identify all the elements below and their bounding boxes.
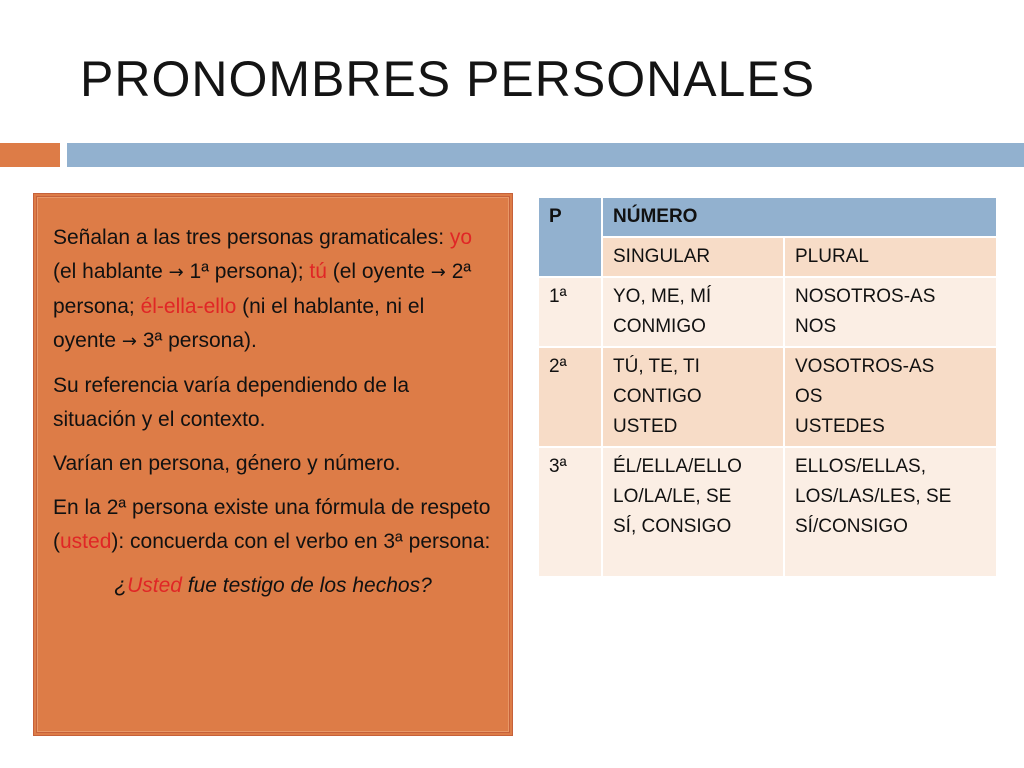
highlight-usted: usted — [60, 530, 112, 553]
arrow-icon: → — [121, 331, 137, 352]
plural-cell: VOSOTROS-AS OS USTEDES — [785, 348, 996, 446]
slide-title: PRONOMBRES PERSONALES — [80, 51, 816, 107]
highlight-usted-example: Usted — [127, 574, 182, 597]
paragraph-variation: Varían en persona, género y número. — [53, 452, 401, 475]
singular-cell: YO, ME, MÍ CONMIGO — [603, 278, 783, 346]
highlight-el: él-ella-ello — [140, 295, 237, 318]
header-singular: SINGULAR — [603, 238, 783, 276]
header-plural: PLURAL — [785, 238, 996, 276]
highlight-yo: yo — [449, 226, 473, 249]
person-cell: 2ª — [539, 348, 601, 446]
plural-cell: NOSOTROS-AS NOS — [785, 278, 996, 346]
highlight-tu: tú — [309, 260, 327, 283]
header-person: P — [539, 198, 601, 276]
explanation-box — [33, 193, 513, 736]
singular-cell: TÚ, TE, TI CONTIGO USTED — [603, 348, 783, 446]
person-cell: 3ª — [539, 448, 601, 576]
example-sentence: ¿Usted fue testigo de los hechos? — [114, 574, 432, 597]
paragraph-persons: Señalan a las tres personas gramaticales: yo (el hablante → 1ª persona); tú (el oyente → 2ª persona; él-ella-ello (ni el hablante, ni el oyente → 3ª persona). — [53, 226, 473, 352]
arrow-icon: → — [430, 262, 446, 283]
pronoun-table — [537, 196, 998, 578]
arrow-icon: → — [168, 262, 184, 283]
plural-cell: ELLOS/ELLAS, LOS/LAS/LES, SE SÍ/CONSIGO — [785, 448, 996, 576]
accent-bar-orange — [0, 143, 60, 167]
header-number: NÚMERO — [603, 198, 996, 236]
table-row — [539, 448, 996, 576]
table-row — [539, 278, 996, 346]
paragraph-reference: Su referencia varía dependiendo de la situación y el contexto. — [53, 374, 410, 431]
singular-cell: ÉL/ELLA/ELLO LO/LA/LE, SE SÍ, CONSIGO — [603, 448, 783, 576]
paragraph-respect: En la 2ª persona existe una fórmula de respeto (usted): concuerda con el verbo en 3ª persona: — [53, 496, 491, 553]
accent-bar-blue — [67, 143, 1024, 167]
table-row — [539, 348, 996, 446]
person-cell: 1ª — [539, 278, 601, 346]
